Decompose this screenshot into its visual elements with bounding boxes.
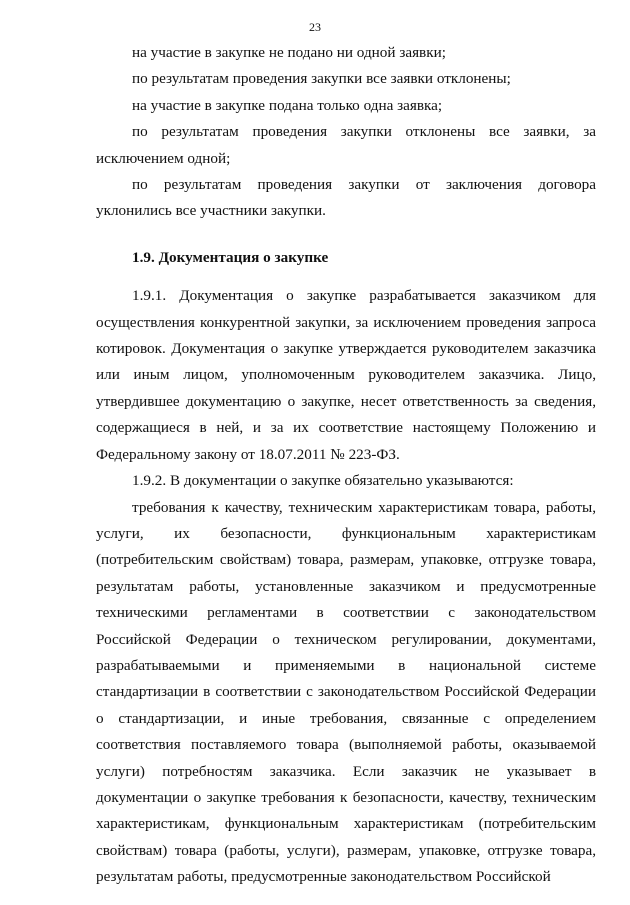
paragraph-requirements: требования к качеству, техническим характеристикам товара, работы, услуги, их безопасности, функциональным характеристикам (потребительским свойствам) товара, размерам, упаковке, отгрузке товара, результатам работы, установленные заказчиком и предусмотренные техническими регламентами в соответствии с законодательством Российской Федерации о техническом регулировании, документами, разрабатываемыми и применяемыми в национальной системе стандартизации в соответствии с законодательством Российской Федерации о стандартизации, и иные требования, связанные с определением соответствия поставляемого товара (выполняемой работы, оказываемой услуги) потребностям заказчика. Если заказчик не указывает в документации о закупке требования к безопасности, качеству, техническим характеристикам, функциональным характеристикам (потребительским свойствам) товара (работы, услуги), размерам, упаковке, отгрузке товара, результатам работы, предусмотренные законодательством Российской	[96, 498, 596, 886]
paragraph-all-rejected: по результатам проведения закупки все заявки отклонены;	[132, 70, 511, 88]
paragraph-all-evaded: по результатам проведения закупки от заключения договора уклонились все участники закупки.	[96, 176, 596, 220]
page-number: 23	[309, 20, 321, 34]
paragraph-single-bid: на участие в закупке подана только одна заявка;	[132, 96, 443, 114]
paragraph-1-9-2: 1.9.2. В документации о закупке обязательно указываются:	[132, 472, 514, 490]
paragraph-all-but-one-rejected: по результатам проведения закупки отклонены все заявки, за исключением одной;	[96, 123, 596, 167]
paragraph-1-9-1: 1.9.1. Документация о закупке разрабатывается заказчиком для осуществления конкурентной закупки, за исключением проведения запроса котировок. Документация о закупке утверждается руководителем заказчика или иным лицом, уполномоченным руководителем заказчика. Лицо, утвердившее документацию о закупке, несет ответственность за сведения, содержащиеся в ней, и за их соответствие настоящему Положению и Федеральному закону от 18.07.2011 № 223-ФЗ.	[96, 287, 596, 463]
paragraph-no-bids: на участие в закупке не подано ни одной заявки;	[132, 44, 446, 61]
document-body	[96, 40, 596, 891]
section-heading: 1.9. Документация о закупке	[132, 248, 329, 266]
